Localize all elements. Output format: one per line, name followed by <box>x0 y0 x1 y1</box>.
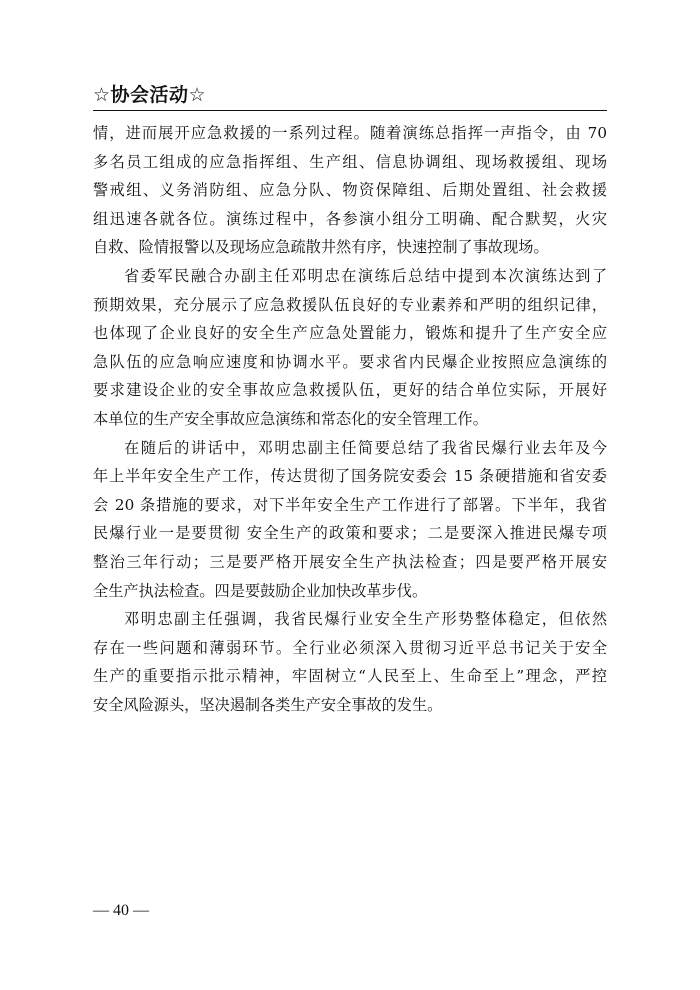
text-line: 在随后的讲话中，邓明忠副主任简要总结了我省民爆行业去年及今 <box>124 438 607 457</box>
text-line: 全生产执法检查。四是要鼓励企业加快改革步伐。 <box>93 581 428 600</box>
text-line: 安全风险源头，坚决遏制各类生产安全事故的发生。 <box>93 695 443 714</box>
paragraph-3 <box>93 434 607 606</box>
paragraph-1 <box>93 119 607 262</box>
text-line: 也体现了企业良好的安全生产应急处置能力，锻炼和提升了生产安全应 <box>93 324 607 343</box>
page-number: — 40 — <box>93 902 149 919</box>
paragraph-4 <box>93 605 607 719</box>
paragraph-2 <box>93 262 607 434</box>
text-line: 年上半年安全生产工作，传达贯彻了国务院安委会 15 条硬措施和省安委 <box>93 467 607 486</box>
text-line: 民爆行业一是要贯彻 安全生产的政策和要求；二是要深入推进民爆专项 <box>93 524 607 543</box>
article-body <box>93 119 607 719</box>
text-line: 省委军民融合办副主任邓明忠在演练后总结中提到本次演练达到了 <box>124 266 607 285</box>
text-line: 情，进而展开应急救援的一系列过程。随着演练总指挥一声指令，由 70 <box>93 124 607 142</box>
text-line: 会 20 条措施的要求，对下半年安全生产工作进行了部署。下半年，我省 <box>93 495 607 514</box>
text-line: 组迅速各就各位。演练过程中，各参演小组分工明确、配合默契，火灾 <box>93 209 607 228</box>
section-title: ☆协会活动☆ <box>93 84 207 106</box>
text-line: 本单位的生产安全事故应急演练和常态化的安全管理工作。 <box>93 409 488 428</box>
text-line: 邓明忠副主任强调，我省民爆行业安全生产形势整体稳定，但依然 <box>124 610 607 629</box>
text-line: 生产的重要指示批示精神，牢固树立“人民至上、生命至上”理念，严控 <box>93 667 607 686</box>
text-line: 预期效果，充分展示了应急救援队伍良好的专业素养和严明的组织记律， <box>93 295 607 314</box>
text-line: 自救、险情报警以及现场应急疏散井然有序，快速控制了事故现场。 <box>93 238 549 257</box>
text-line: 要求建设企业的安全事故应急救援队伍，更好的结合单位实际，开展好 <box>93 381 607 400</box>
text-line: 多名员工组成的应急指挥组、生产组、信息协调组、现场救援组、现场 <box>93 152 607 171</box>
text-line: 急队伍的应急响应速度和协调水平。要求省内民爆企业按照应急演练的 <box>93 352 607 371</box>
text-line: 警戒组、义务消防组、应急分队、物资保障组、后期处置组、社会救援 <box>93 181 607 200</box>
text-line: 存在一些问题和薄弱环节。全行业必须深入贯彻习近平总书记关于安全 <box>93 638 607 657</box>
text-line: 整治三年行动；三是要严格开展安全生产执法检查；四是要严格开展安 <box>93 552 607 571</box>
header-divider <box>93 110 607 111</box>
section-header <box>93 82 607 112</box>
